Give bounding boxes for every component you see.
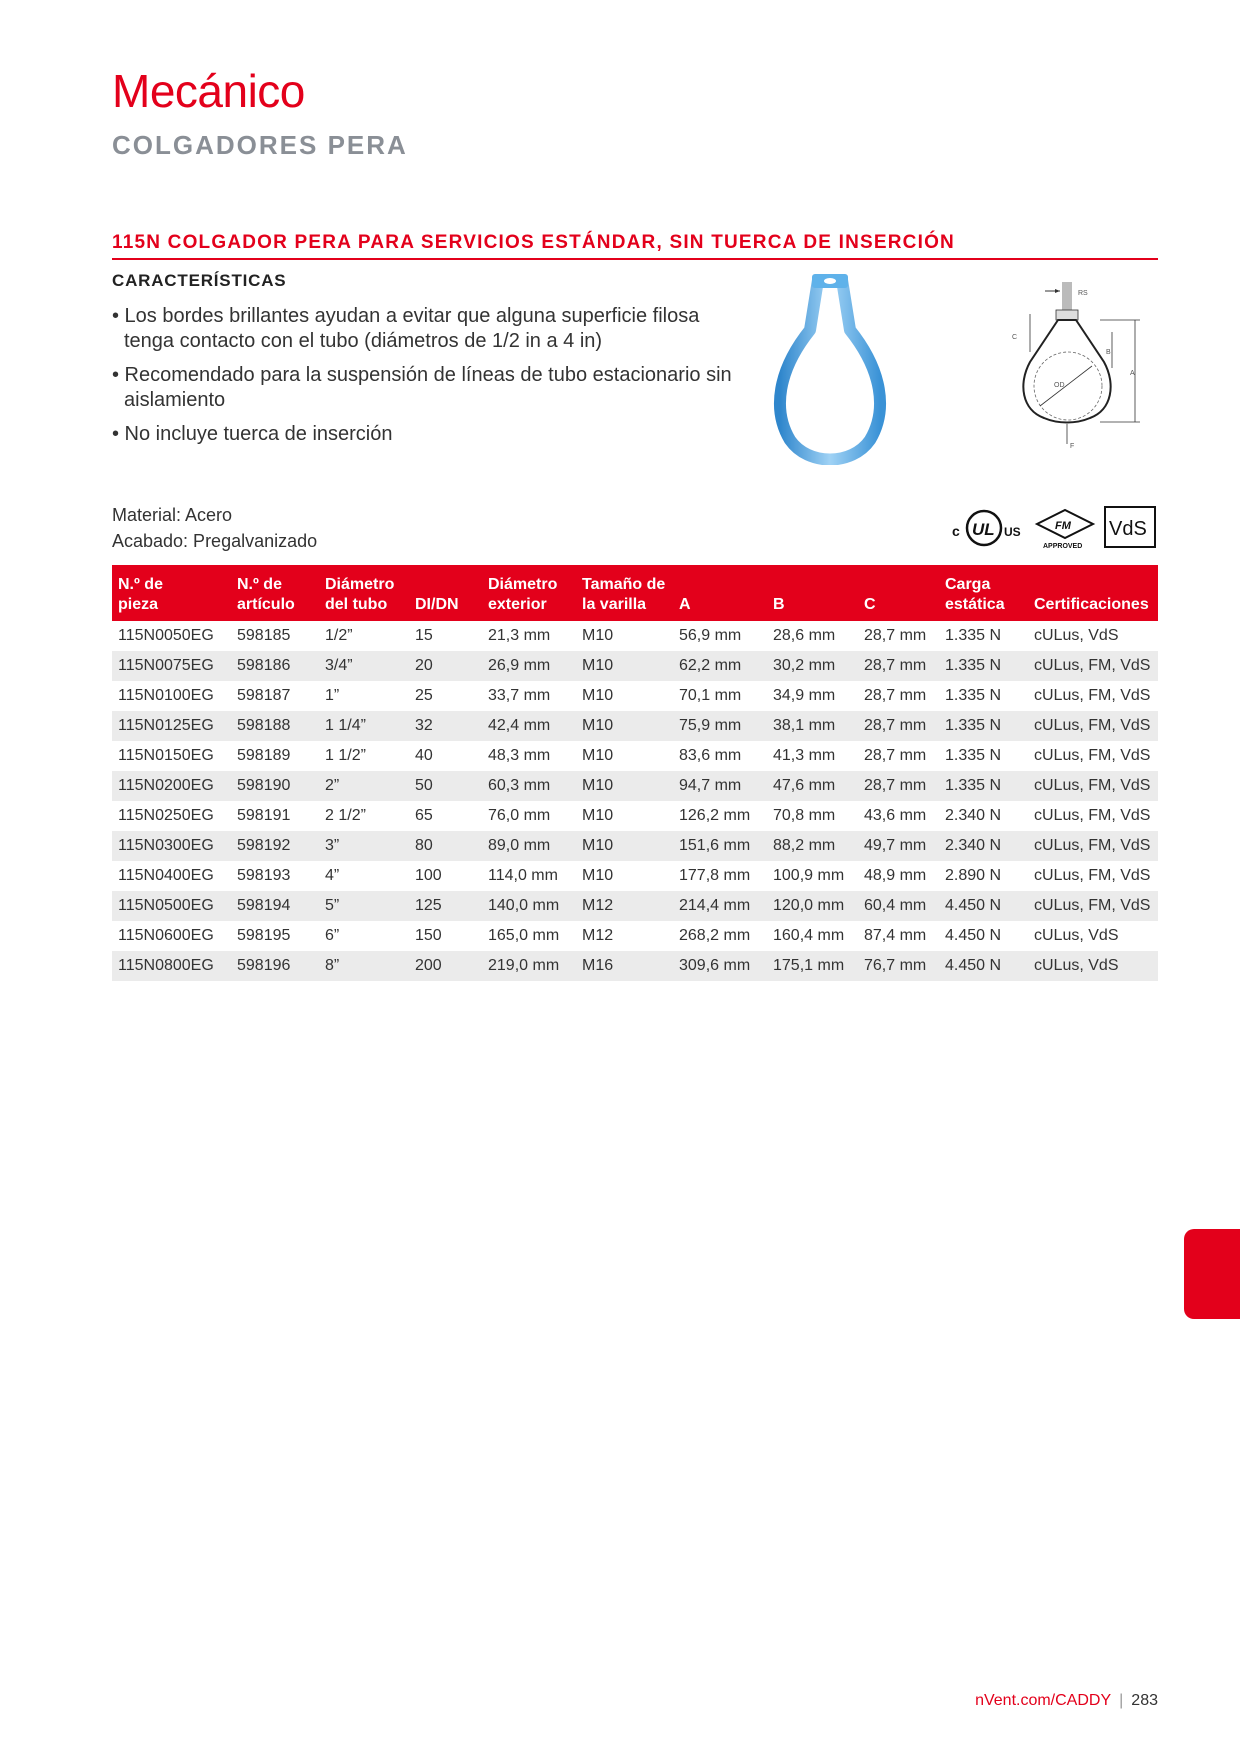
column-header-line: Diámetro <box>488 576 558 593</box>
table-cell: 87,4 mm <box>864 927 927 944</box>
table-cell: 2.340 N <box>945 807 1002 824</box>
table-cell: 21,3 mm <box>488 627 551 644</box>
table-cell: 160,4 mm <box>773 927 845 944</box>
table-cell: 140,0 mm <box>482 891 576 921</box>
table-cell: 598185 <box>237 627 291 644</box>
footer-separator: | <box>1119 1692 1124 1709</box>
column-header-line: la varilla <box>582 596 647 613</box>
table-cell: cULus, FM, VdS <box>1028 771 1158 801</box>
table-cell: cULus, FM, VdS <box>1034 867 1151 884</box>
column-header <box>767 565 858 621</box>
table-cell: M10 <box>582 747 614 764</box>
table-cell: 60,4 mm <box>858 891 939 921</box>
table-cell: M10 <box>582 867 614 884</box>
table-cell: 175,1 mm <box>767 951 858 981</box>
finish-text: Acabado: Pregalvanizado <box>112 531 318 551</box>
table-cell: 4.450 N <box>939 891 1028 921</box>
svg-text:UL: UL <box>972 520 995 539</box>
pear-hanger-photo <box>770 270 890 465</box>
table-cell: 115N0250EG <box>118 807 214 824</box>
table-cell: 3/4” <box>319 651 409 681</box>
column-header-line: Certificaciones <box>1034 596 1149 613</box>
table-cell: cULus, FM, VdS <box>1028 891 1158 921</box>
column-header <box>112 565 231 621</box>
product-title: 115N COLGADOR PERA PARA SERVICIOS ESTÁNDAR, SIN TUERCA DE INSERCIÓN <box>112 232 955 253</box>
table-cell: 88,2 mm <box>767 831 858 861</box>
column-header-line: C <box>864 596 876 613</box>
table-cell: 89,0 mm <box>482 831 576 861</box>
table-cell: 3” <box>319 831 409 861</box>
table-cell: M12 <box>582 927 614 944</box>
table-cell: 115N0500EG <box>112 891 231 921</box>
column-header-line: DI/DN <box>415 596 459 613</box>
table-cell: 115N0125EG <box>112 711 231 741</box>
table-cell: 126,2 mm <box>679 807 751 824</box>
table-row <box>112 711 1158 741</box>
table-cell: 598193 <box>237 867 291 884</box>
column-header-line: N.º de <box>118 576 163 593</box>
table-cell: 2” <box>319 771 409 801</box>
table-row <box>112 741 1158 771</box>
table-cell: M10 <box>582 687 614 704</box>
table-cell: 125 <box>409 891 482 921</box>
table-cell: 2 1/2” <box>325 807 366 824</box>
footer-website-link[interactable]: nVent.com/CADDY <box>975 1692 1112 1709</box>
diagram-label-c: C <box>1012 334 1018 341</box>
table-cell: 214,4 mm <box>673 891 767 921</box>
column-header <box>482 565 576 621</box>
table-cell: 1.335 N <box>945 627 1002 644</box>
table-cell: 70,8 mm <box>773 807 836 824</box>
table-cell: 115N0300EG <box>112 831 231 861</box>
table-cell: 28,6 mm <box>773 627 836 644</box>
table-cell: 219,0 mm <box>482 951 576 981</box>
table-row <box>112 621 1158 651</box>
vds-certification-icon <box>1104 506 1156 548</box>
table-cell: 70,1 mm <box>679 687 742 704</box>
column-header-line: pieza <box>118 596 159 613</box>
table-cell: 4.450 N <box>939 951 1028 981</box>
svg-text:c: c <box>952 523 960 539</box>
table-cell: M12 <box>576 891 673 921</box>
table-row <box>112 891 1158 921</box>
features-heading: CARACTERÍSTICAS <box>112 271 287 290</box>
table-cell: 115N0100EG <box>118 687 214 704</box>
table-cell: cULus, FM, VdS <box>1034 807 1151 824</box>
table-cell: 65 <box>415 807 433 824</box>
table-cell: cULus, FM, VdS <box>1028 651 1158 681</box>
table-cell: 1/2” <box>325 627 353 644</box>
diagram-label-b: B <box>1106 349 1111 356</box>
diagram-label-a: A <box>1130 370 1135 377</box>
table-cell: 48,9 mm <box>864 867 927 884</box>
table-cell: 598189 <box>237 747 291 764</box>
table-cell: 28,7 mm <box>858 771 939 801</box>
section-tab <box>1184 1229 1240 1319</box>
table-cell: 1.335 N <box>945 747 1002 764</box>
table-row <box>112 801 1158 831</box>
table-body <box>112 621 1158 981</box>
table-cell: 38,1 mm <box>767 711 858 741</box>
table-cell: 1 1/2” <box>325 747 366 764</box>
column-header <box>231 565 319 621</box>
table-cell: 598187 <box>237 687 291 704</box>
table-cell: 1 1/4” <box>319 711 409 741</box>
table-cell: 1.335 N <box>939 651 1028 681</box>
table-cell: cULus, VdS <box>1028 951 1158 981</box>
table-cell: 2.340 N <box>939 831 1028 861</box>
table-cell: 33,7 mm <box>488 687 551 704</box>
table-cell: 30,2 mm <box>767 651 858 681</box>
table-cell: 115N0200EG <box>112 771 231 801</box>
column-header-line: Carga <box>945 576 991 593</box>
column-header-line: Diámetro <box>325 576 395 593</box>
table-cell: 32 <box>409 711 482 741</box>
feature-item: • Recomendado para la suspensión de líneas de tubo estacionario sin aislamiento <box>112 364 732 411</box>
table-cell: 42,4 mm <box>482 711 576 741</box>
table-cell: 598186 <box>231 651 319 681</box>
table-cell: cULus, FM, VdS <box>1028 711 1158 741</box>
table-cell: 28,7 mm <box>864 747 927 764</box>
table-header-row <box>112 565 1158 621</box>
column-header <box>409 565 482 621</box>
table-cell: 2.890 N <box>945 867 1002 884</box>
table-cell: 115N0150EG <box>118 747 214 764</box>
table-cell: 76,0 mm <box>488 807 551 824</box>
table-cell: 115N0050EG <box>118 627 214 644</box>
page-number: 283 <box>1131 1692 1158 1709</box>
column-header-line: A <box>679 596 691 613</box>
column-header-line: B <box>773 596 785 613</box>
table-cell: cULus, FM, VdS <box>1034 747 1151 764</box>
table-cell: cULus, FM, VdS <box>1028 831 1158 861</box>
table-cell: 100,9 mm <box>773 867 845 884</box>
table-cell: 309,6 mm <box>673 951 767 981</box>
table-cell: 4” <box>325 867 340 884</box>
table-cell: 41,3 mm <box>773 747 836 764</box>
svg-text:US: US <box>1004 525 1021 539</box>
table-cell: 5” <box>319 891 409 921</box>
table-cell: M10 <box>576 651 673 681</box>
table-cell: 47,6 mm <box>767 771 858 801</box>
table-cell: 28,7 mm <box>864 627 927 644</box>
table-cell: 94,7 mm <box>673 771 767 801</box>
table-cell: 114,0 mm <box>488 867 558 884</box>
table-cell: 15 <box>415 627 433 644</box>
rod-shape <box>1062 282 1072 310</box>
column-header <box>673 565 767 621</box>
table-cell: 165,0 mm <box>488 927 560 944</box>
material-text: Material: Acero <box>112 505 233 525</box>
table-cell: 28,7 mm <box>858 651 939 681</box>
table-cell: M10 <box>576 711 673 741</box>
table-row <box>112 681 1158 711</box>
cul-us-certification-icon <box>950 506 1030 550</box>
table-cell: 1.335 N <box>939 711 1028 741</box>
table-cell: 598192 <box>231 831 319 861</box>
column-header-line: artículo <box>237 596 295 613</box>
table-cell: 28,7 mm <box>864 687 927 704</box>
diagram-label-f: F <box>1070 443 1075 450</box>
table-cell: 40 <box>415 747 433 764</box>
page-title: Mecánico <box>112 65 305 117</box>
table-cell: 80 <box>409 831 482 861</box>
table-cell: 20 <box>409 651 482 681</box>
title-divider <box>112 258 1158 260</box>
table-cell: M16 <box>576 951 673 981</box>
table-cell: 34,9 mm <box>773 687 836 704</box>
table-cell: 120,0 mm <box>767 891 858 921</box>
diagram-label-od: OD <box>1054 382 1065 389</box>
table-cell: 598188 <box>231 711 319 741</box>
table-cell: 115N0800EG <box>112 951 231 981</box>
table-cell: M10 <box>576 771 673 801</box>
footer <box>975 1692 1158 1710</box>
column-header <box>319 565 409 621</box>
table-cell: 49,7 mm <box>858 831 939 861</box>
table-cell: 76,7 mm <box>858 951 939 981</box>
table-cell: 83,6 mm <box>679 747 742 764</box>
table-row <box>112 921 1158 951</box>
table-row <box>112 861 1158 891</box>
feature-item: • No incluye tuerca de inserción <box>112 423 393 445</box>
table-header <box>112 565 1158 621</box>
table-row <box>112 771 1158 801</box>
column-header <box>939 565 1028 621</box>
table-cell: cULus, FM, VdS <box>1034 687 1151 704</box>
table-cell: 1.335 N <box>945 687 1002 704</box>
table-cell: M10 <box>582 807 614 824</box>
svg-text:FM: FM <box>1055 520 1071 532</box>
table-cell: M10 <box>582 627 614 644</box>
feature-item: • Los bordes brillantes ayudan a evitar que alguna superficie filosa tenga contacto con el tubo (diámetros de 1/2 in a 4 in) <box>112 305 700 352</box>
table-cell: 598191 <box>237 807 291 824</box>
table-cell: 151,6 mm <box>673 831 767 861</box>
table-cell: 598196 <box>231 951 319 981</box>
feature-list <box>112 304 752 456</box>
fm-approved-certification-icon <box>1033 506 1097 550</box>
table-cell: cULus, VdS <box>1034 927 1119 944</box>
table-cell: 62,2 mm <box>673 651 767 681</box>
dimension-diagram <box>1000 282 1150 452</box>
table-cell: 56,9 mm <box>679 627 742 644</box>
table-cell: 75,9 mm <box>673 711 767 741</box>
svg-text:APPROVED: APPROVED <box>1043 543 1083 550</box>
table-cell: 60,3 mm <box>482 771 576 801</box>
table-cell: 48,3 mm <box>488 747 551 764</box>
table-row <box>112 951 1158 981</box>
column-header-line: Tamaño de <box>582 576 666 593</box>
table-cell: 50 <box>409 771 482 801</box>
table-cell: 25 <box>415 687 433 704</box>
table-cell: 268,2 mm <box>679 927 751 944</box>
table-row <box>112 831 1158 861</box>
table-cell: M10 <box>576 831 673 861</box>
table-cell: 43,6 mm <box>864 807 927 824</box>
diagram-label-rs: RS <box>1078 290 1088 297</box>
table-cell: 26,9 mm <box>482 651 576 681</box>
table-cell: 28,7 mm <box>858 711 939 741</box>
table-cell: 200 <box>409 951 482 981</box>
table-cell: 598195 <box>237 927 291 944</box>
table-cell: 100 <box>415 867 442 884</box>
table-cell: 177,8 mm <box>679 867 751 884</box>
svg-text:VdS: VdS <box>1109 518 1147 540</box>
column-header <box>576 565 673 621</box>
table-cell: 115N0600EG <box>118 927 214 944</box>
page-subtitle: COLGADORES PERA <box>112 130 408 160</box>
table-cell: 598194 <box>231 891 319 921</box>
table-cell: 150 <box>415 927 442 944</box>
column-header-line: N.º de <box>237 576 282 593</box>
table-cell: 6” <box>325 927 340 944</box>
table-cell: 8” <box>319 951 409 981</box>
column-header <box>1028 565 1158 621</box>
table-cell: 4.450 N <box>945 927 1002 944</box>
table-cell: 1.335 N <box>939 771 1028 801</box>
table-cell: 115N0075EG <box>112 651 231 681</box>
column-header <box>858 565 939 621</box>
table-cell: 115N0400EG <box>118 867 214 884</box>
table-cell: cULus, VdS <box>1034 627 1119 644</box>
column-header-line: del tubo <box>325 596 388 613</box>
table-row <box>112 651 1158 681</box>
table-cell: 598190 <box>231 771 319 801</box>
table-cell: 1” <box>325 687 340 704</box>
column-header-line: estática <box>945 596 1005 613</box>
column-header-line: exterior <box>488 596 547 613</box>
spec-table <box>112 565 1158 981</box>
